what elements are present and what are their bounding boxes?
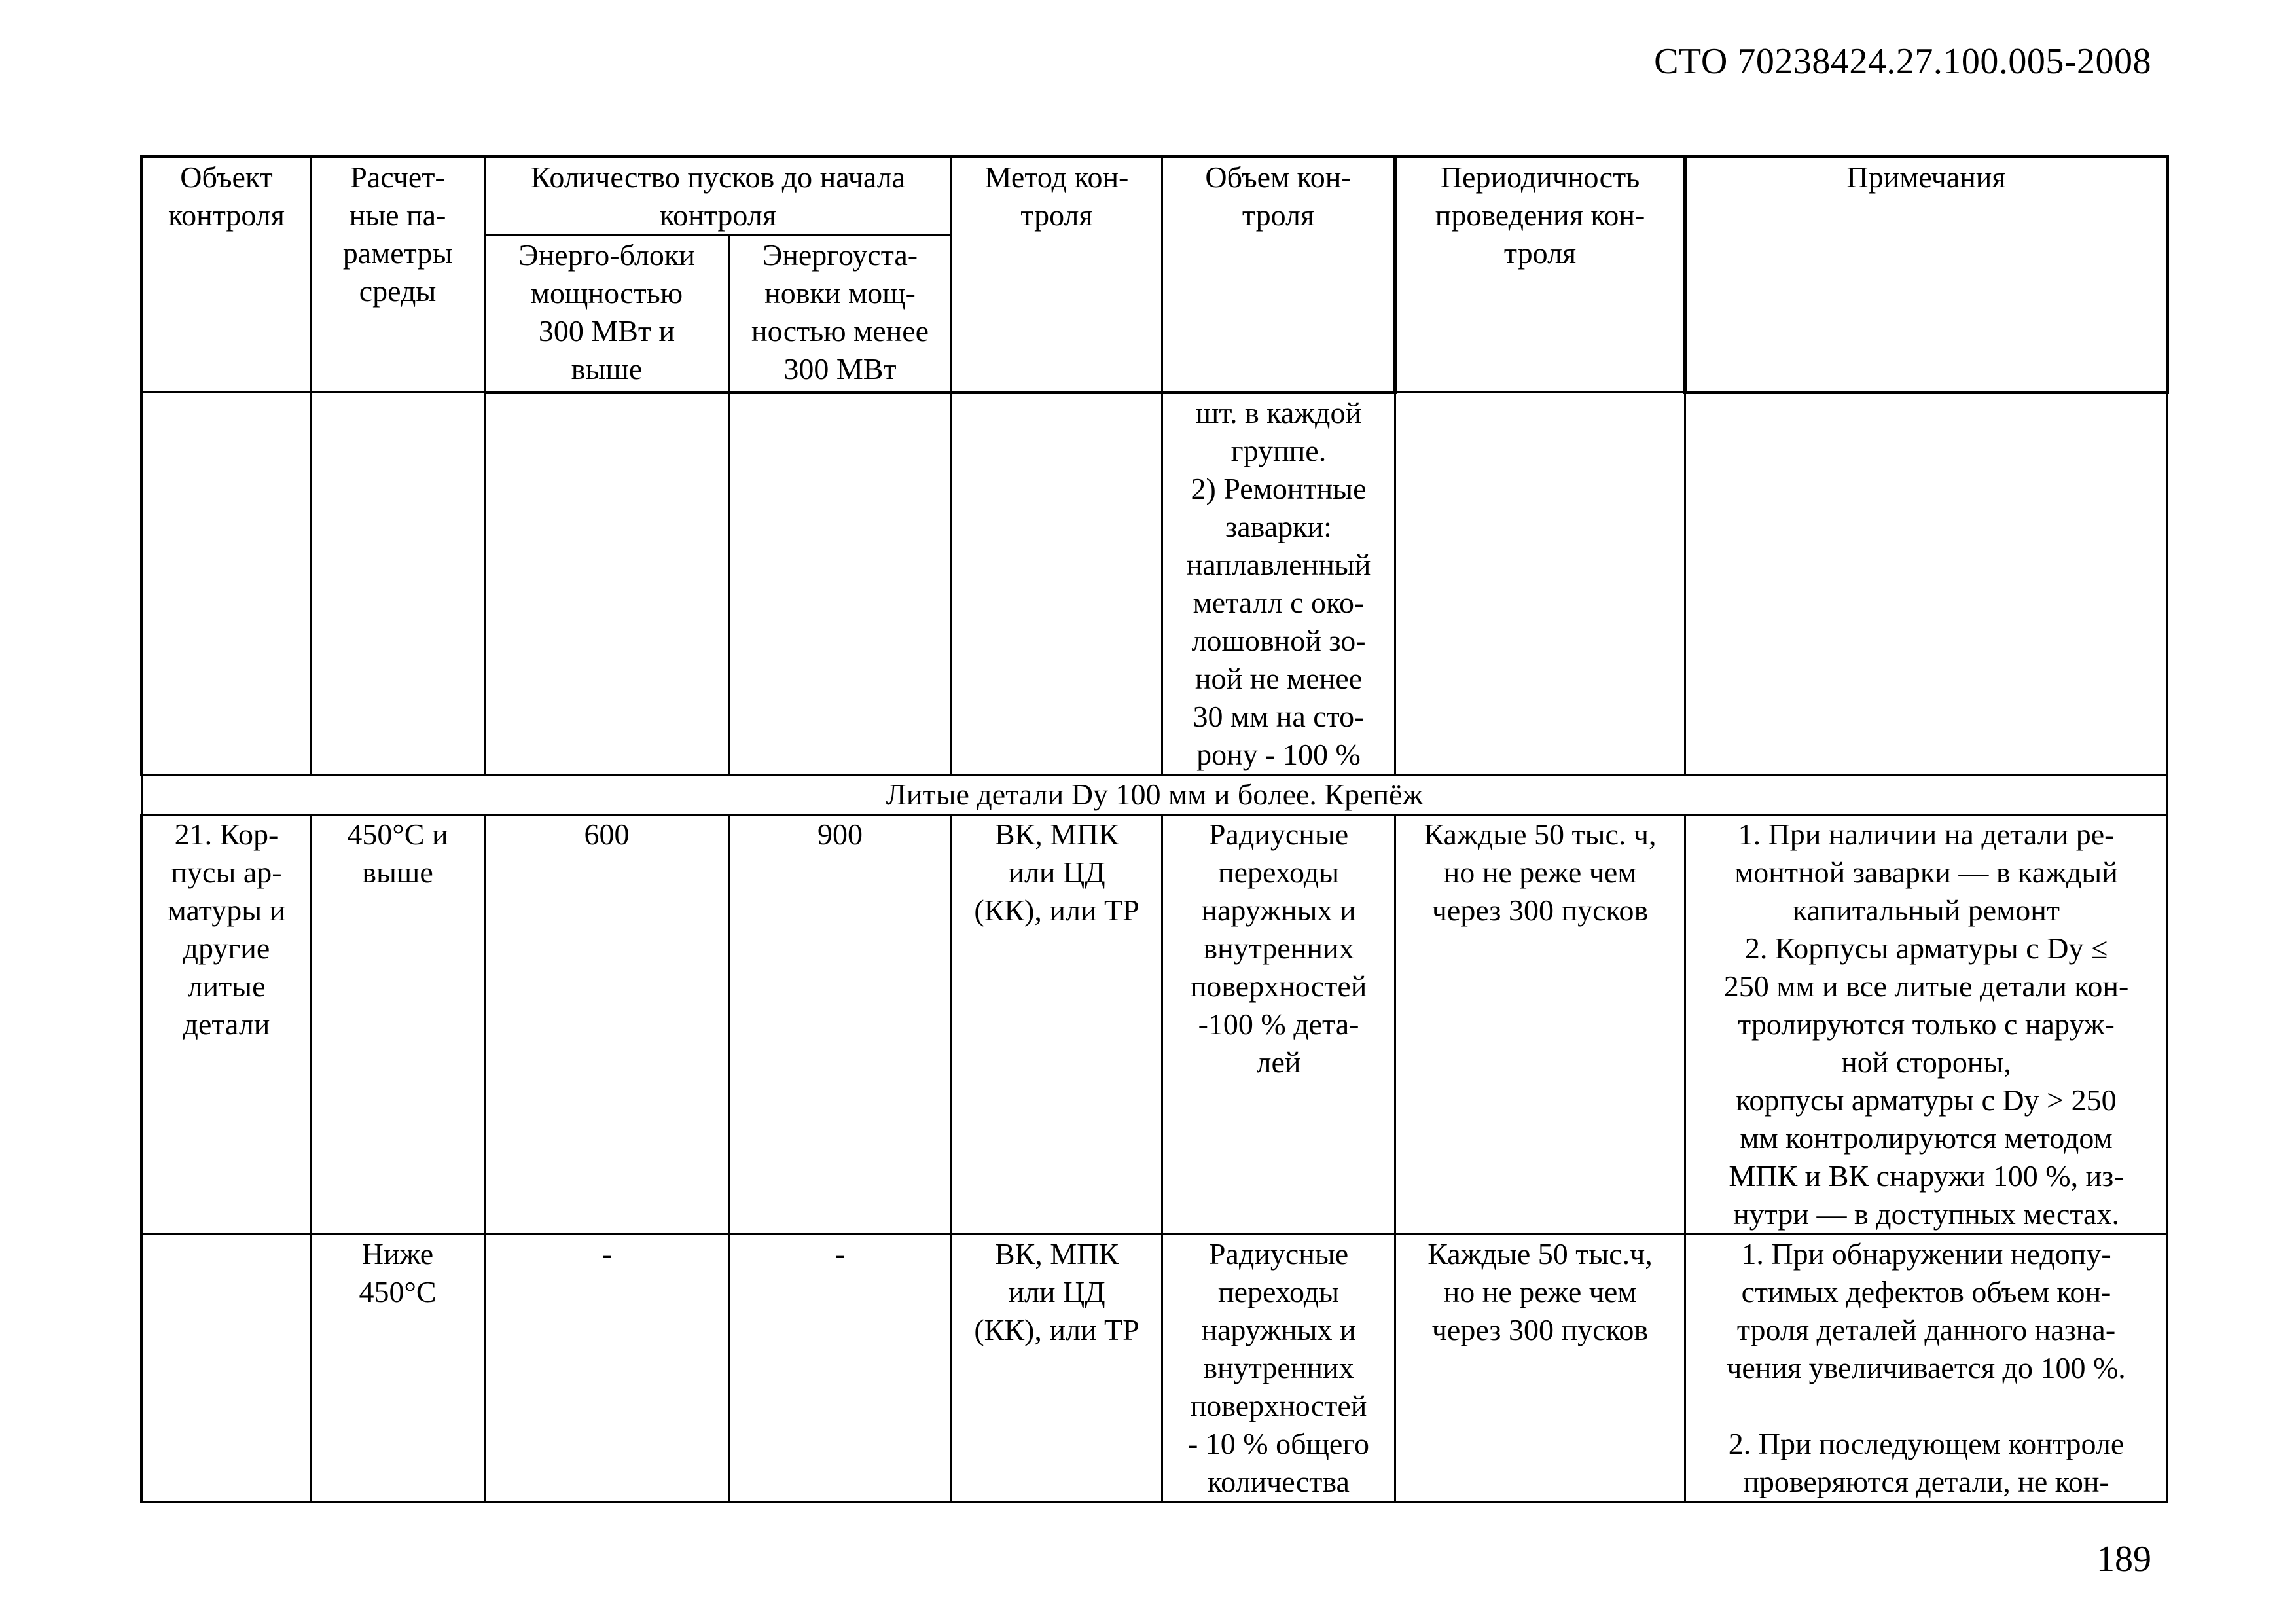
- cell-periodicity: Каждые 50 тыс.ч, но не реже чем через 300 пусков: [1395, 1235, 1685, 1502]
- cell-volume: Радиусные переходы наружных и внутренних поверхностей -100 % дета- лей: [1162, 815, 1395, 1235]
- cell-params: Ниже 450°C: [311, 1235, 485, 1502]
- cell-object: [142, 1235, 311, 1502]
- header-sub-300-and-above: Энерго-блоки мощностью 300 МВт и выше: [485, 236, 729, 393]
- cell-periodicity: [1395, 393, 1685, 775]
- cell-notes: [1685, 393, 2168, 775]
- inspection-table: [140, 155, 2169, 1503]
- section-row: [142, 775, 2168, 815]
- table-row: [142, 393, 2168, 775]
- header-starts-count: Количество пусков до начала контроля: [485, 157, 952, 236]
- cell-object: 21. Кор- пусы ар- матуры и другие литые детали: [142, 815, 311, 1235]
- cell-starts-below: [729, 393, 952, 775]
- header-method: Метод кон- троля: [952, 157, 1162, 393]
- cell-method: ВК, МПК или ЦД (КК), или ТР: [952, 1235, 1162, 1502]
- header-object: Объект контроля: [142, 157, 311, 393]
- cell-notes: 1. При обнаружении недопу- стимых дефектов объем кон- троля деталей данного назна- чения увеличивается до 100 %. 2. При последующем контроле проверяются детали, не кон-: [1685, 1235, 2168, 1502]
- table-row: [142, 815, 2168, 1235]
- cell-object: [142, 393, 311, 775]
- cell-volume: Радиусные переходы наружных и внутренних поверхностей - 10 % общего количества: [1162, 1235, 1395, 1502]
- table-header-row: [142, 157, 2168, 236]
- cell-starts-300: [485, 393, 729, 775]
- cell-notes: 1. При наличии на детали ре- монтной заварки — в каждый капитальный ремонт 2. Корпусы арматуры с Dу ≤ 250 мм и все литые детали кон- тролируются только с наруж- ной стороны, корпусы арматуры с Dу > 250 мм контролируются методом МПК и ВК снаружи 100 %, из- нутри — в доступных местах.: [1685, 815, 2168, 1235]
- cell-method: ВК, МПК или ЦД (КК), или ТР: [952, 815, 1162, 1235]
- header-volume: Объем кон- троля: [1162, 157, 1395, 393]
- cell-volume: шт. в каждой группе. 2) Ремонтные заварки: наплавленный металл с око- лошовной зо- ной не менее 30 мм на сто- рону - 100 %: [1162, 393, 1395, 775]
- header-sub-below-300: Энергоуста- новки мощ- ностью менее 300 МВт: [729, 236, 952, 393]
- header-params: Расчет- ные па- раметры среды: [311, 157, 485, 393]
- header-periodicity: Периодичность проведения кон- троля: [1395, 157, 1685, 393]
- cell-starts-300: -: [485, 1235, 729, 1502]
- section-title: Литые детали Dу 100 мм и более. Крепёж: [142, 775, 2168, 815]
- cell-starts-below: 900: [729, 815, 952, 1235]
- document-code: СТО 70238424.27.100.005-2008: [1654, 41, 2151, 82]
- page-number: 189: [2096, 1539, 2151, 1579]
- cell-method: [952, 393, 1162, 775]
- cell-periodicity: Каждые 50 тыс. ч, но не реже чем через 300 пусков: [1395, 815, 1685, 1235]
- cell-starts-300: 600: [485, 815, 729, 1235]
- cell-params: 450°C и выше: [311, 815, 485, 1235]
- header-notes: Примечания: [1685, 157, 2168, 393]
- cell-params: [311, 393, 485, 775]
- cell-starts-below: -: [729, 1235, 952, 1502]
- table-row: [142, 1235, 2168, 1502]
